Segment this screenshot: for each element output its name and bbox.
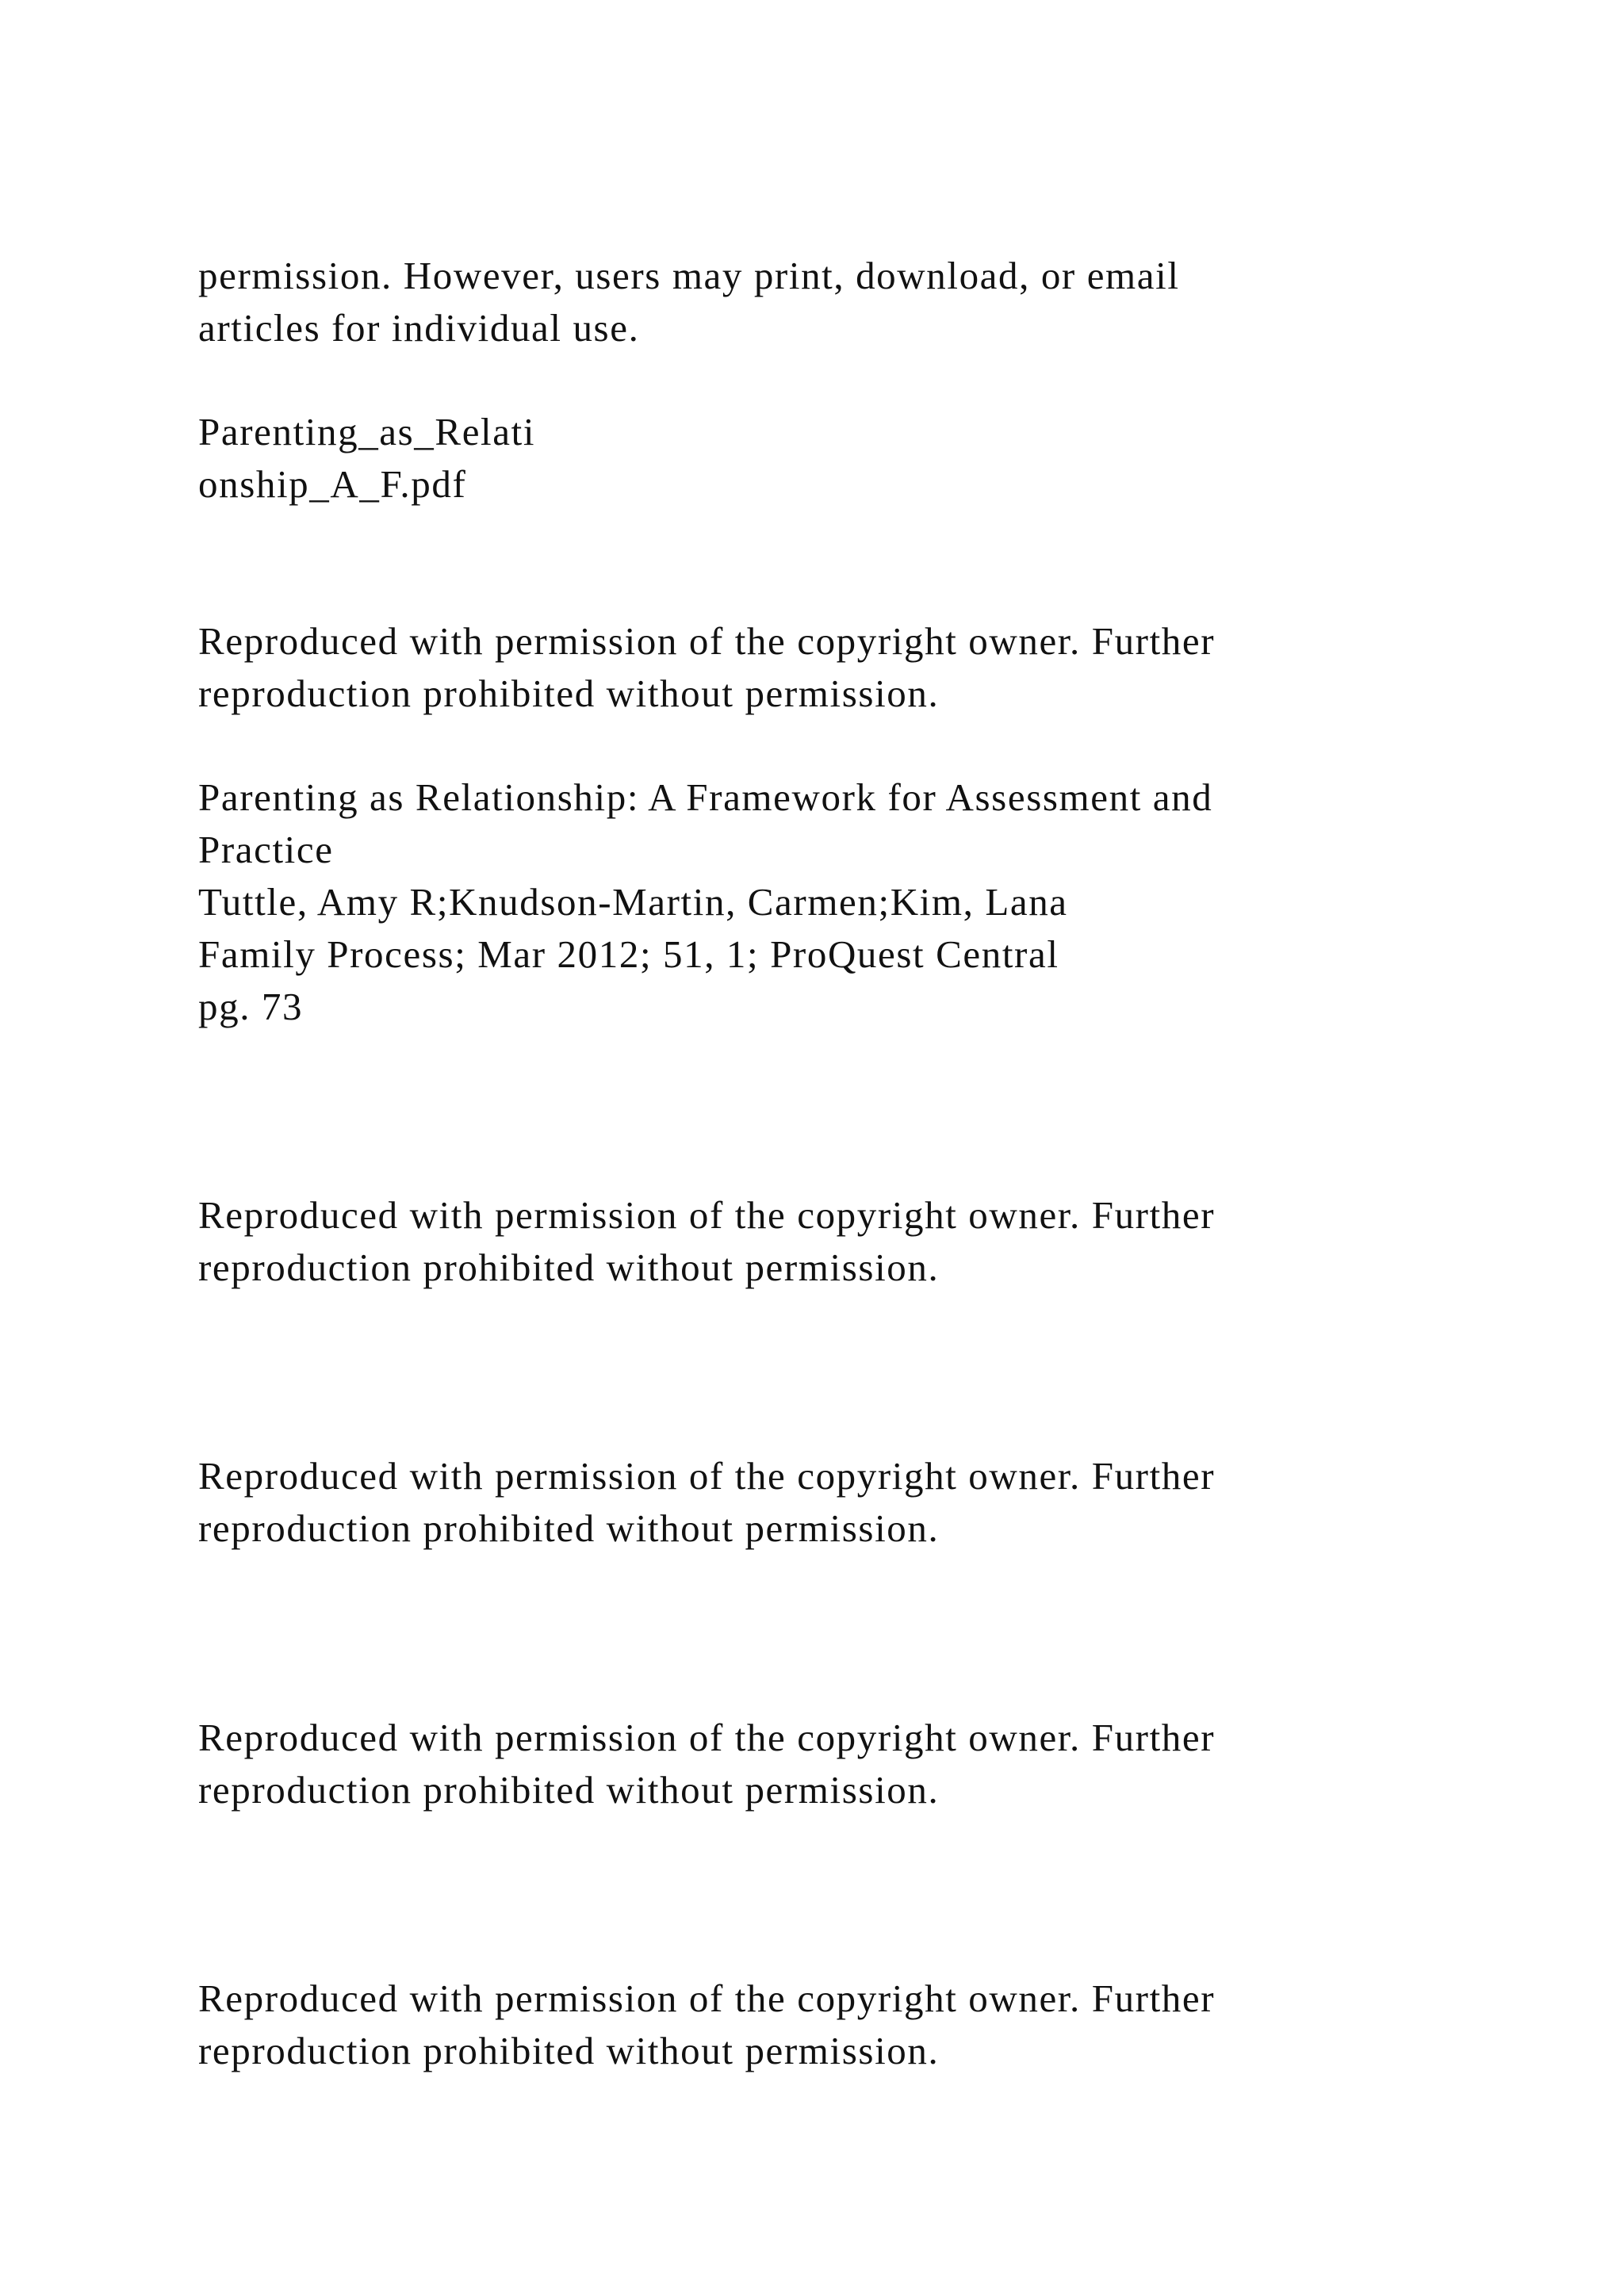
article-title-line: Practice	[198, 828, 334, 871]
article-source: Family Process; Mar 2012; 51, 1; ProQuest Central	[198, 932, 1059, 976]
article-title-line: Parenting as Relationship: A Framework for Assessment and	[198, 775, 1213, 819]
intro-text-line: articles for individual use.	[198, 306, 640, 350]
filename-text-line: Parenting_as_Relati	[198, 410, 536, 453]
copyright-notice-line: reproduction prohibited without permission.	[198, 2029, 940, 2072]
copyright-notice-line: Reproduced with permission of the copyright owner. Further	[198, 1716, 1216, 1759]
copyright-notice-line: Reproduced with permission of the copyright owner. Further	[198, 1454, 1216, 1498]
copyright-notice-line: Reproduced with permission of the copyright owner. Further	[198, 1976, 1216, 2020]
filename-text-line: onship_A_F.pdf	[198, 462, 467, 506]
copyright-notice-line: reproduction prohibited without permission.	[198, 1246, 940, 1289]
article-page: pg. 73	[198, 985, 304, 1028]
intro-text-line: permission. However, users may print, download, or email	[198, 254, 1180, 297]
copyright-notice-line: Reproduced with permission of the copyright owner. Further	[198, 1193, 1216, 1237]
article-authors: Tuttle, Amy R;Knudson-Martin, Carmen;Kim, Lana	[198, 880, 1068, 924]
copyright-notice-line: reproduction prohibited without permission.	[198, 1768, 940, 1812]
copyright-notice-line: reproduction prohibited without permission.	[198, 1506, 940, 1550]
copyright-notice-line: Reproduced with permission of the copyright owner. Further	[198, 619, 1216, 663]
copyright-notice-line: reproduction prohibited without permission.	[198, 672, 940, 715]
